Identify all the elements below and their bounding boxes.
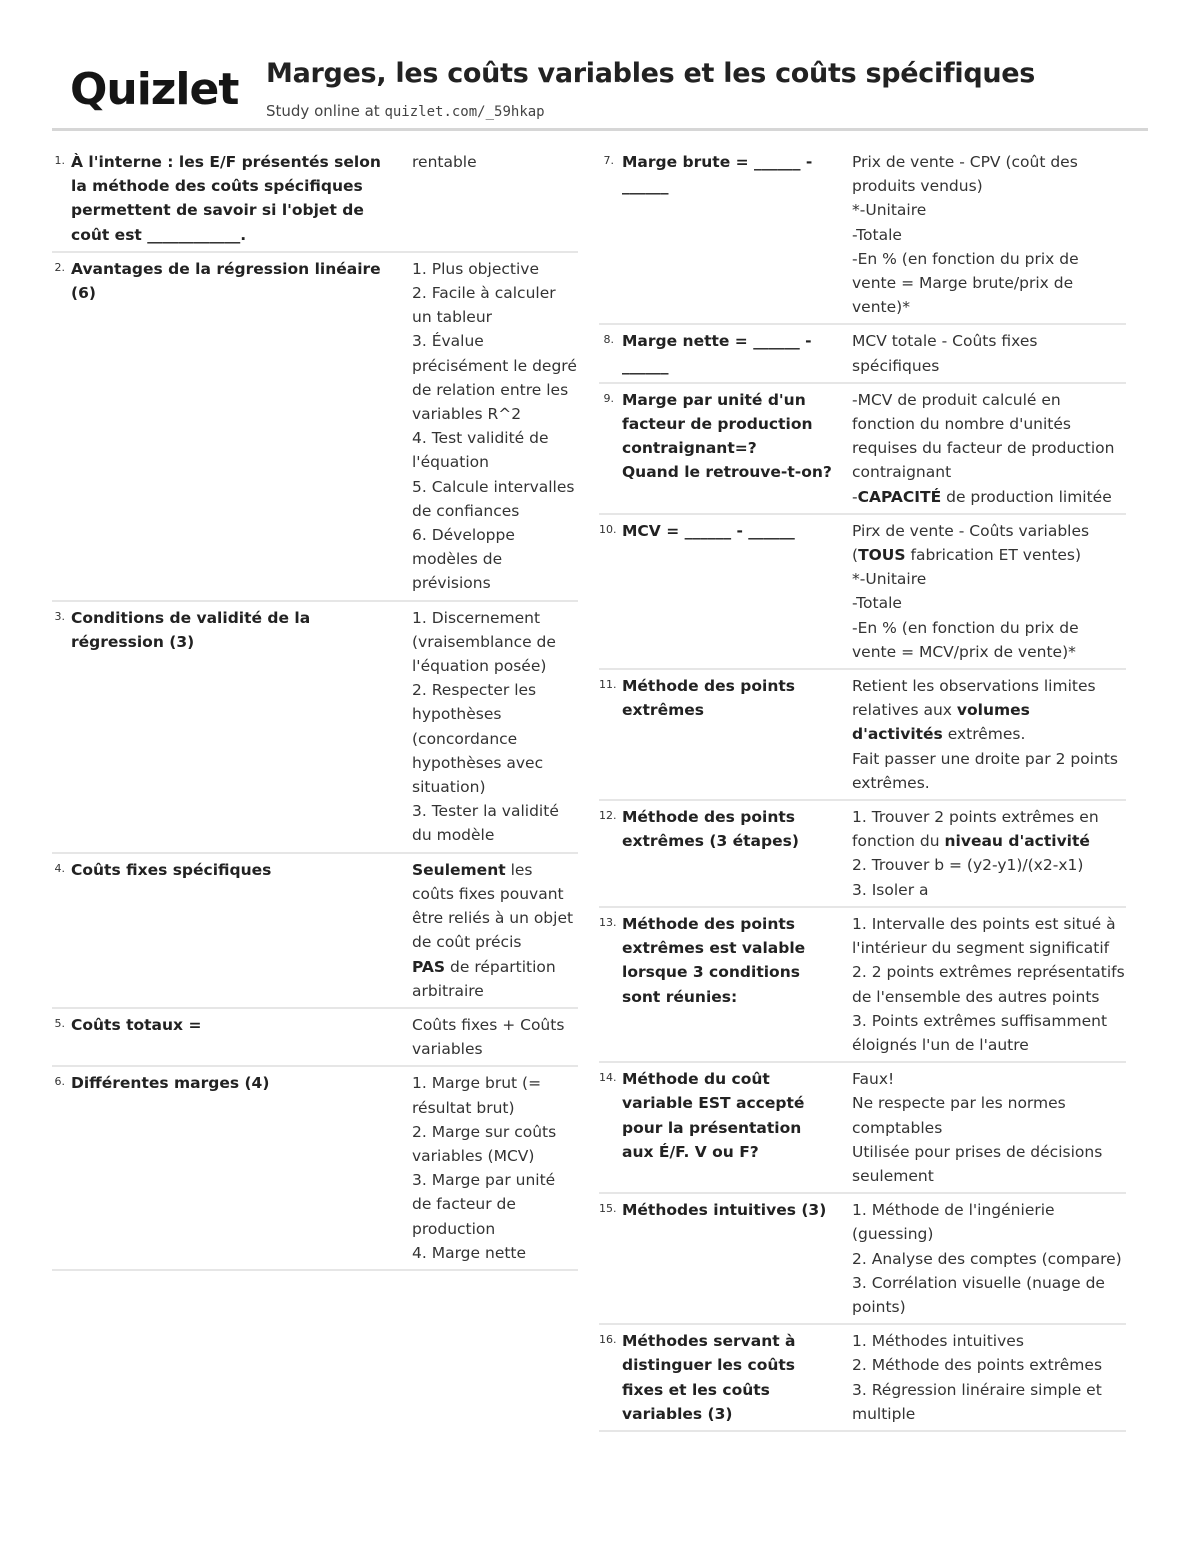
right-column xyxy=(599,146,1126,1432)
card-2 xyxy=(52,253,578,602)
card-number: 9. xyxy=(603,391,614,405)
card-definition: MCV totale - Coûts fixes spécifiques xyxy=(852,332,1038,375)
card-term: Avantages de la régression linéaire (6) xyxy=(71,259,381,303)
card-number: 5. xyxy=(54,1016,65,1030)
card-term: MCV = ______ - ______ xyxy=(622,521,795,540)
card-number: 3. xyxy=(54,609,65,623)
card-number: 16. xyxy=(599,1333,617,1347)
card-definition: Pirx de vente - Coûts variables (TOUS fabrication ET ventes) *-Unitaire -Totale -En % (en fonction du prix de vente = MCV/prix de vente)* xyxy=(852,521,1090,661)
card-definition: 1. Marge brut (= résultat brut) 2. Marge sur coûts variables (MCV) 3. Marge par unité de facteur de production 4. Marge nette xyxy=(412,1074,557,1262)
study-url-link[interactable]: quizlet.com/_59hkap xyxy=(384,104,545,120)
card-12 xyxy=(599,801,1126,908)
card-term: Méthode des points extrêmes (3 étapes) xyxy=(622,808,799,851)
card-number: 10. xyxy=(599,522,617,536)
card-term: Marge nette = ______ - ______ xyxy=(622,332,812,375)
card-number: 6. xyxy=(54,1075,65,1089)
header-divider xyxy=(52,128,1148,131)
card-number: 1. xyxy=(54,154,65,167)
card-term: Méthode des points extrêmes xyxy=(622,677,795,720)
card-6 xyxy=(52,1067,578,1271)
card-3 xyxy=(52,602,578,854)
card-definition: 1. Trouver 2 points extrêmes en fonction du niveau d'activité 2. Trouver b = (y2-y1)/(x2-x1) 3. Isoler a xyxy=(852,808,1099,899)
card-number: 7. xyxy=(603,154,614,167)
card-definition: Coûts fixes + Coûts variables xyxy=(412,1015,565,1059)
card-definition: Retient les observations limites relatives aux volumes d'activités extrêmes. Fait passer une droite par 2 points extrêmes. xyxy=(852,677,1118,792)
card-9 xyxy=(599,384,1126,515)
card-term: À l'interne : les E/F présentés selon la méthode des coûts spécifiques permettent de savoir si l'objet de coût est ____________. xyxy=(71,153,381,244)
card-number: 2. xyxy=(54,260,65,274)
card-14 xyxy=(599,1063,1126,1194)
card-13 xyxy=(599,908,1126,1063)
card-number: 14. xyxy=(599,1071,617,1085)
card-term: Méthode du coût variable EST accepté pour la présentation aux É/F. V ou F? xyxy=(622,1070,805,1161)
card-term: Marge brute = ______ - ______ xyxy=(622,153,813,196)
card-definition: 1. Méthode de l'ingénierie (guessing) 2. Analyse des comptes (compare) 3. Corrélation visuelle (nuage de points) xyxy=(852,1201,1122,1316)
card-definition: 1. Intervalle des points est situé à l'intérieur du segment significatif 2. 2 points extrêmes représentatifs de l'ensemble des autres points 3. Points extrêmes suffisamment éloignés l'un de l'autre xyxy=(852,914,1125,1054)
header xyxy=(70,58,1150,128)
card-term: Conditions de validité de la régression (3) xyxy=(71,608,311,651)
card-term: Méthode des points extrêmes est valable lorsque 3 conditions sont réunies: xyxy=(622,914,806,1006)
card-definition: 1. Méthodes intuitives 2. Méthode des points extrêmes 3. Régression linéraire simple et multiple xyxy=(852,1332,1103,1423)
card-number: 8. xyxy=(603,333,614,347)
card-term: Coûts totaux = xyxy=(71,1015,202,1034)
card-1 xyxy=(52,146,578,253)
card-number: 13. xyxy=(599,915,617,929)
card-number: 11. xyxy=(599,678,617,692)
card-definition: Faux! Ne respecte par les normes comptables Utilisée pour prises de décisions seulement xyxy=(852,1070,1103,1185)
card-definition: -MCV de produit calculé en fonction du nombre d'unités requises du facteur de production contraignant -CAPACITÉ de production limitée xyxy=(852,390,1115,506)
subtitle-prefix: Study online at xyxy=(266,102,385,120)
card-term: Méthodes intuitives (3) xyxy=(622,1201,827,1220)
card-10 xyxy=(599,515,1126,670)
card-definition: 1. Discernement (vraisemblance de l'équation posée) 2. Respecter les hypothèses (concordance hypothèses avec situation) 3. Tester la validité du modèle xyxy=(412,608,559,845)
card-definition: rentable xyxy=(412,153,477,171)
card-5 xyxy=(52,1009,578,1067)
card-7 xyxy=(599,146,1126,325)
card-number: 15. xyxy=(599,1202,617,1216)
card-term: Méthodes servant à distinguer les coûts fixes et les coûts variables (3) xyxy=(622,1332,796,1423)
card-term: Marge par unité d'un facteur de production contraignant=? Quand le retrouve-t-on? xyxy=(622,390,832,482)
card-term: Différentes marges (4) xyxy=(71,1074,270,1093)
quizlet-logo[interactable]: Quizlet xyxy=(70,64,239,115)
card-4 xyxy=(52,854,578,1009)
card-definition: Prix de vente - CPV (coût des produits vendus) *-Unitaire -Totale -En % (en fonction du prix de vente = Marge brute/prix de vente)* xyxy=(852,153,1079,317)
card-definition: Seulement les coûts fixes pouvant être reliés à un objet de coût précis PAS de répartition arbitraire xyxy=(412,860,574,1000)
page-title: Marges, les coûts variables et les coûts spécifiques xyxy=(266,58,1036,89)
card-term: Coûts fixes spécifiques xyxy=(71,860,272,879)
card-8 xyxy=(599,325,1126,383)
card-16 xyxy=(599,1325,1126,1432)
card-number: 12. xyxy=(599,809,617,823)
card-definition: 1. Plus objective 2. Facile à calculer un tableur 3. Évalue précisément le degré de relation entre les variables R^2 4. Test validité de l'équation 5. Calcule intervalles de confiances 6. Développe modèles de prévisions xyxy=(412,259,577,593)
left-column xyxy=(52,146,578,1271)
card-number: 4. xyxy=(54,861,65,875)
card-15 xyxy=(599,1194,1126,1325)
card-11 xyxy=(599,670,1126,801)
study-online-line xyxy=(266,102,545,120)
